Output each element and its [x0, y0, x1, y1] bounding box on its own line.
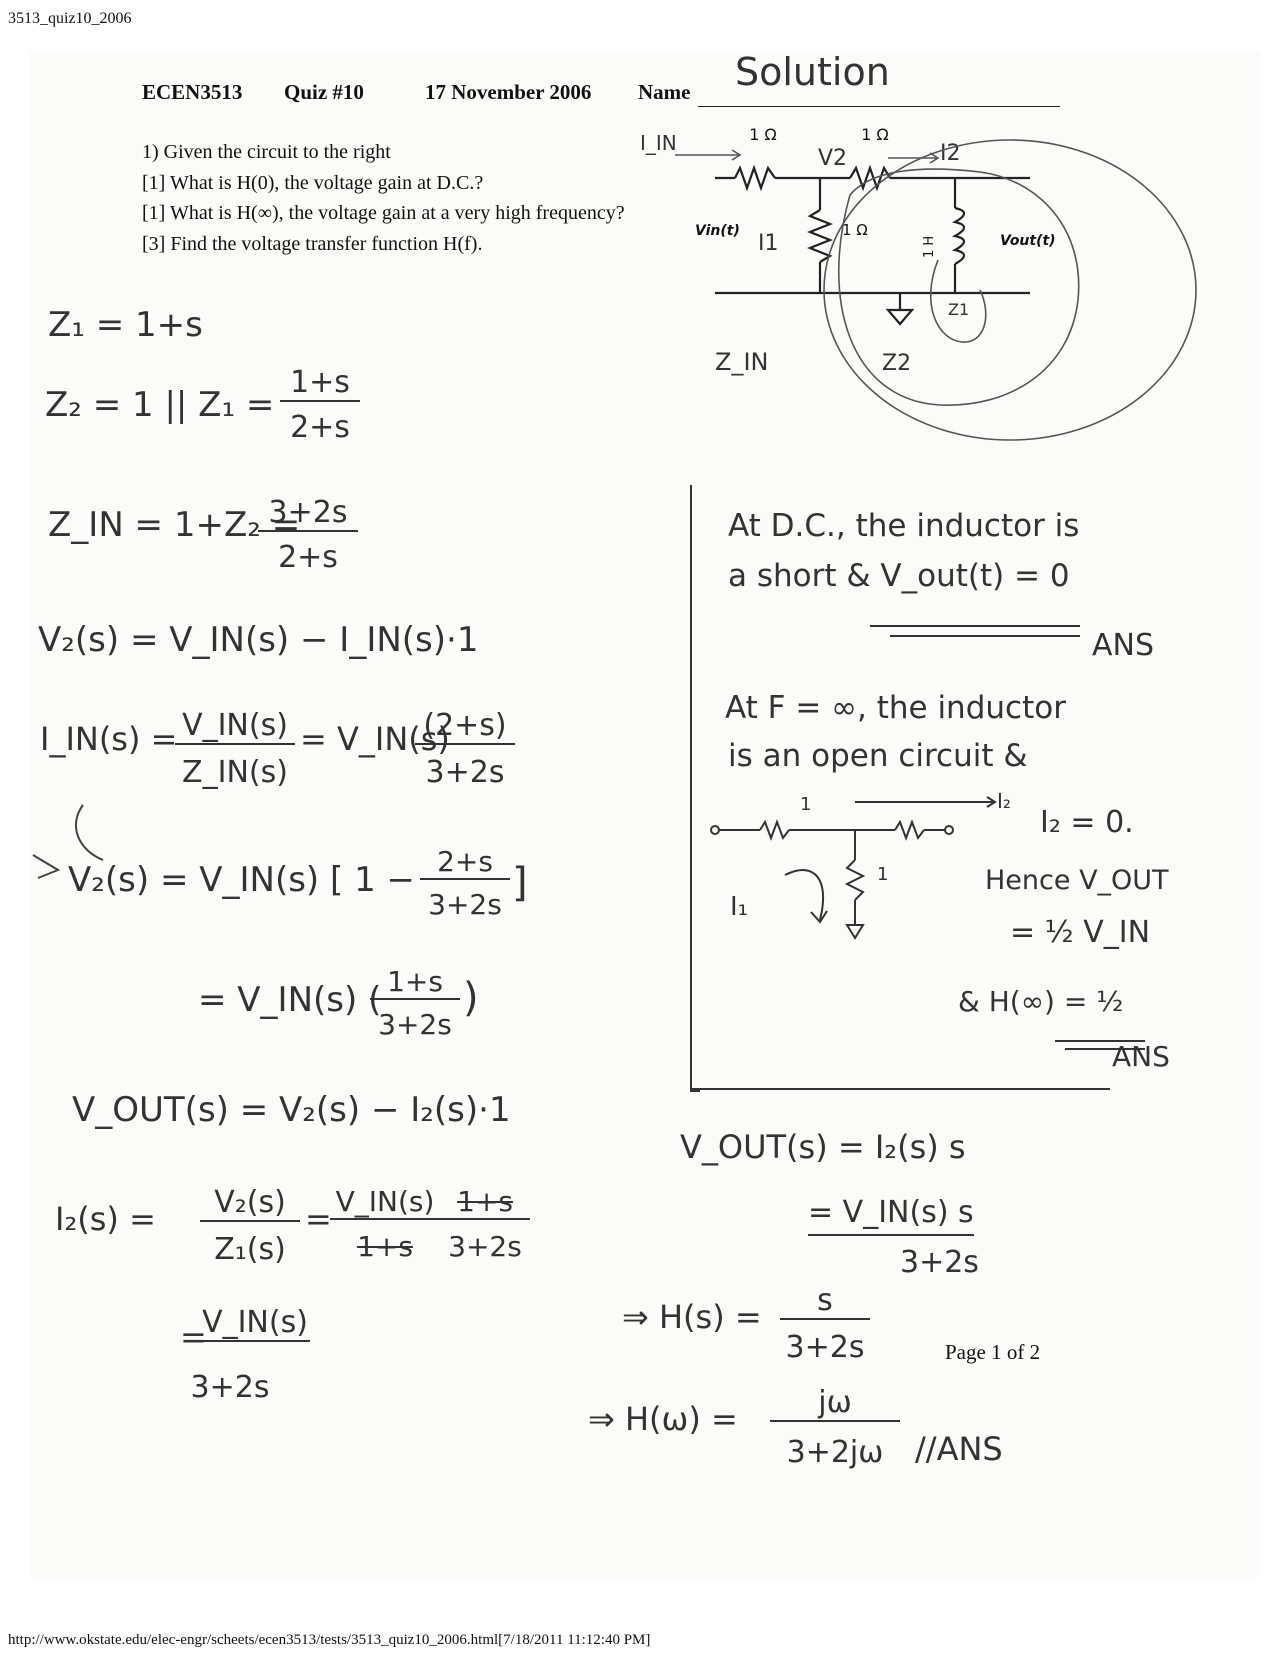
i2-label: I2 — [940, 141, 961, 166]
eq-i2-num: V₂(s) — [200, 1185, 300, 1222]
eq-vout: V_OUT(s) = V₂(s) − I₂(s)·1 — [72, 1090, 511, 1130]
resistor-shunt-label: 1 Ω — [842, 221, 868, 239]
document-title: 3513_quiz10_2006 — [8, 10, 132, 27]
eq-z2-den: 2+s — [290, 410, 350, 445]
eq-v2-sub-num: 2+s — [420, 845, 510, 880]
quiz-date: 17 November 2006 — [425, 80, 592, 104]
v2-label: V2 — [818, 146, 848, 171]
dc-line-2: a short & V_out(t) = 0 — [728, 558, 1070, 594]
eq-v2-result-num: 1+s — [370, 965, 460, 1000]
eq-i2-result-eq: = — [180, 1318, 207, 1356]
question-intro: 1) Given the circuit to the right — [142, 141, 391, 163]
h-inf: & H(∞) = ½ — [958, 985, 1124, 1018]
eq-vout-i2: V_OUT(s) = I₂(s) s — [680, 1128, 966, 1166]
hf-sketch-circuit — [705, 780, 1025, 950]
eq-iin-num2: (2+s) — [415, 708, 515, 745]
vout-label: Vout(t) — [1000, 233, 1056, 249]
eq-z1: Z₁ = 1+s — [48, 305, 203, 345]
eq-i2: I₂(s) = — [55, 1200, 156, 1238]
hf-line-1: At F = ∞, the inductor — [725, 690, 1066, 726]
question-3: [3] Find the voltage transfer function H(f). — [142, 233, 483, 255]
circuit-diagram — [620, 110, 1200, 490]
eq-hs: ⇒ H(s) = — [622, 1298, 762, 1336]
eq-i2-den2: 1+s — [357, 1230, 413, 1263]
eq-i2-num2: V_IN(s) — [330, 1185, 440, 1220]
name-label: Name — [638, 80, 691, 104]
eq-i2-den: Z₁(s) — [214, 1232, 286, 1267]
eq-zin: Z_IN = 1+Z₂ = — [48, 505, 301, 545]
eq-iin-den2: 3+2s — [425, 755, 505, 790]
eq-z2-num: 1+s — [280, 365, 360, 402]
quiz-number: Quiz #10 — [284, 80, 364, 104]
eq-v2-result: = V_IN(s) ( — [198, 980, 382, 1020]
eq-z2: Z₂ = 1 || Z₁ = — [45, 385, 275, 425]
ans-dc: ANS — [1092, 628, 1155, 663]
hence-vout: Hence V_OUT — [985, 865, 1169, 896]
sketch-r2-label: 1 — [877, 864, 889, 885]
sketch-i1-label: I₁ — [730, 892, 749, 922]
hf-line-2: is an open circuit & — [728, 738, 1028, 774]
eq-hw-num: jω — [770, 1385, 900, 1422]
sketch-r1-label: 1 — [800, 794, 812, 815]
resistor-2-label: 1 Ω — [861, 125, 889, 144]
eq-i2-result-num: V_IN(s) — [200, 1305, 310, 1342]
answer-box-bottom — [690, 1088, 1110, 1090]
eq-iin-num: V_IN(s) — [175, 708, 295, 745]
zin-label: Z_IN — [715, 348, 769, 376]
eq-hs-num: s — [780, 1283, 870, 1320]
z1-label: Z1 — [948, 300, 970, 319]
eq-v2-sub-bracket: ] — [512, 860, 528, 906]
eq-v2-result-den: 3+2s — [378, 1008, 452, 1041]
name-line — [698, 106, 1060, 107]
eq-zin-num: 3+2s — [258, 495, 358, 532]
eq-i2-num3: 1+s — [440, 1185, 530, 1220]
eq-i2-den3: 3+2s — [448, 1230, 522, 1263]
name-solution: Solution — [735, 50, 890, 94]
ans-hw: //ANS — [915, 1430, 1003, 1468]
ans-underline-2 — [890, 635, 1080, 637]
sketch-i2-label: I₂ — [997, 789, 1011, 813]
eq-v2-result-paren: ) — [463, 975, 479, 1021]
eq-hw-den: 3+2jω — [786, 1435, 884, 1470]
answer-box-edge — [690, 485, 700, 1092]
eq-iin: I_IN(s) = — [40, 720, 178, 758]
eq-v2-sub-den: 3+2s — [428, 888, 502, 921]
eq-i2-eq: = — [305, 1200, 332, 1238]
eq-iin-den: Z_IN(s) — [182, 755, 288, 790]
eq-hs-den: 3+2s — [785, 1330, 865, 1365]
half-vin: = ½ V_IN — [1010, 915, 1151, 950]
eq-zin-den: 2+s — [278, 540, 338, 575]
i1-label: I1 — [758, 231, 779, 256]
dc-line-1: At D.C., the inductor is — [728, 508, 1080, 544]
eq-hw: ⇒ H(ω) = — [588, 1400, 738, 1438]
eq-vout-vin: = V_IN(s) s — [808, 1195, 974, 1236]
i2-zero: I₂ = 0. — [1040, 805, 1134, 840]
eq-iin-2: = V_IN(s) — [300, 720, 450, 758]
ans-hf: ANS — [1112, 1040, 1170, 1073]
eq-i2-result-den: 3+2s — [190, 1370, 270, 1405]
ans-underline-1 — [870, 625, 1080, 627]
eq-v2: V₂(s) = V_IN(s) − I_IN(s)·1 — [38, 620, 479, 660]
eq-vout-den: 3+2s — [900, 1245, 979, 1280]
course-code: ECEN3513 — [142, 80, 243, 104]
i-in-label: I_IN — [640, 131, 677, 155]
question-2: [1] What is H(∞), the voltage gain at a very high frequency? — [142, 202, 625, 224]
inductor-label: 1 H — [922, 235, 937, 258]
question-1: [1] What is H(0), the voltage gain at D.C.? — [142, 172, 484, 194]
z2-label: Z2 — [882, 351, 912, 376]
page-number: Page 1 of 2 — [945, 1340, 1041, 1364]
source-url[interactable]: http://www.okstate.edu/elec-engr/scheets/ecen3513/tests/3513_quiz10_2006.html[7/18/2011 11:12:40 PM] — [8, 1632, 651, 1648]
eq-v2-sub: V₂(s) = V_IN(s) [ 1 − — [68, 860, 416, 900]
vin-label: Vin(t) — [695, 223, 740, 239]
resistor-1-label: 1 Ω — [749, 125, 777, 144]
